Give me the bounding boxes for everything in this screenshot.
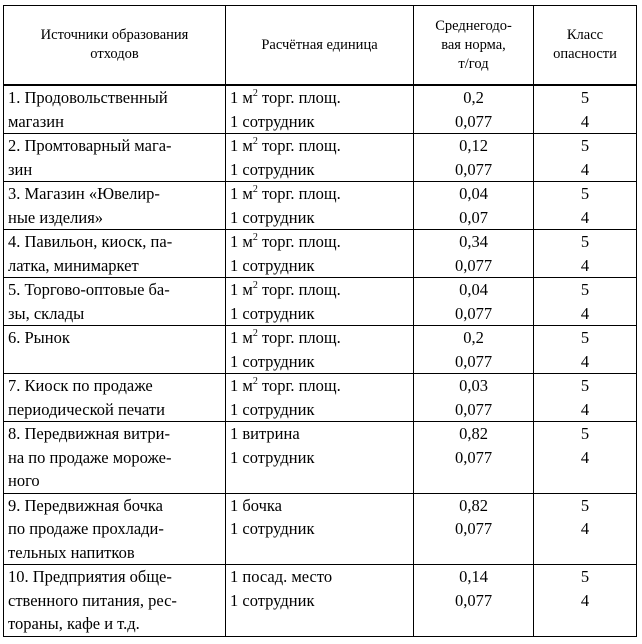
- source-cell-line: на по продаже мороже-: [8, 447, 172, 467]
- source-cell: [4, 374, 226, 422]
- table-header: [4, 6, 637, 86]
- class-cell-line: 5: [580, 495, 590, 515]
- unit-cell: [226, 493, 414, 565]
- source-cell: [4, 230, 226, 278]
- source-cell-line: тораны, кафе и т.д.: [8, 614, 140, 633]
- source-cell-line: 8. Передвижная витри-: [8, 424, 170, 443]
- class-cell-line: 4: [580, 447, 590, 467]
- source-cell: [4, 278, 226, 326]
- source-cell: [4, 182, 226, 230]
- norm-cell-line: 0,077: [454, 399, 493, 419]
- class-cell: [534, 493, 637, 565]
- table-row: [4, 374, 637, 422]
- source-cell-line: латка, минимаркет: [8, 255, 139, 275]
- class-cell: [534, 134, 637, 182]
- table-row: [4, 134, 637, 182]
- class-cell-line: 4: [580, 111, 590, 131]
- table-row: [4, 493, 637, 565]
- class-cell: [534, 278, 637, 326]
- unit-cell-line: 1 сотрудник: [230, 447, 315, 467]
- norm-cell-line: 0,077: [454, 590, 493, 610]
- source-cell: [4, 85, 226, 134]
- norm-cell-line: 0,07: [459, 207, 488, 227]
- norm-cell-line: 0,077: [454, 111, 493, 131]
- unit-cell-line: 1 сотрудник: [230, 111, 315, 131]
- unit-cell-line: 1 сотрудник: [230, 351, 315, 371]
- unit-cell: [226, 422, 414, 494]
- norm-cell: [414, 230, 534, 278]
- norm-cell: [414, 493, 534, 565]
- source-cell-line: 10. Предприятия обще-: [8, 567, 172, 586]
- norm-cell-line: 0,04: [459, 184, 488, 203]
- unit-cell-line: 1 сотрудник: [230, 399, 315, 419]
- unit-cell: [226, 182, 414, 230]
- class-cell-line: 4: [580, 255, 590, 275]
- unit-cell-line: 1 посад. место: [230, 567, 333, 586]
- unit-cell: [226, 85, 414, 134]
- norm-cell: [414, 182, 534, 230]
- unit-cell-line: 1 сотрудник: [230, 255, 315, 275]
- unit-cell-line: 1 сотрудник: [230, 590, 315, 610]
- source-cell-line: 9. Передвижная бочка: [8, 495, 163, 515]
- unit-cell-line: 1 $м^2$ торг. площ.: [230, 328, 341, 347]
- norm-cell: [414, 278, 534, 326]
- norm-cell-line: 0,2: [463, 88, 484, 107]
- class-cell: [534, 230, 637, 278]
- source-cell-line: по продаже прохлади-: [8, 519, 164, 538]
- class-cell-line: 5: [580, 280, 590, 299]
- source-cell-line: периодической печати: [8, 399, 165, 419]
- source-cell-line: зы, склады: [8, 303, 85, 323]
- norm-cell-line: 0,03: [459, 376, 488, 395]
- source-cell-line: 2. Промтоварный мага-: [8, 136, 172, 155]
- class-cell-line: 4: [580, 207, 590, 227]
- norm-cell-line: 0,077: [454, 447, 493, 467]
- norm-cell: [414, 422, 534, 494]
- unit-cell: [226, 134, 414, 182]
- class-cell: [534, 422, 637, 494]
- class-cell-line: 4: [580, 590, 590, 610]
- header-source: Источники образования отходов: [4, 6, 226, 86]
- unit-cell: [226, 326, 414, 374]
- norm-cell-line: 0,2: [463, 328, 484, 347]
- unit-cell-line: 1 сотрудник: [230, 303, 315, 323]
- unit-cell-line: 1 бочка: [230, 495, 282, 515]
- class-cell-line: 4: [580, 399, 590, 419]
- norm-cell-line: 0,82: [459, 424, 488, 443]
- table-row: [4, 326, 637, 374]
- unit-cell-line: 1 сотрудник: [230, 159, 315, 179]
- source-cell-line: 3. Магазин «Ювелир-: [8, 184, 160, 203]
- class-cell: [534, 374, 637, 422]
- unit-cell: [226, 278, 414, 326]
- unit-cell: [226, 374, 414, 422]
- table-row: [4, 85, 637, 134]
- norm-cell-line: 0,04: [459, 280, 488, 299]
- waste-norms-table-container: [3, 5, 636, 637]
- table-row: [4, 182, 637, 230]
- header-class: Класс опасности: [534, 6, 637, 86]
- norm-cell: [414, 326, 534, 374]
- source-cell-line: 7. Киоск по продаже: [8, 376, 153, 395]
- source-cell: [4, 326, 226, 374]
- unit-cell-line: 1 $м^2$ торг. площ.: [230, 376, 341, 395]
- source-cell: [4, 422, 226, 494]
- class-cell-line: 5: [580, 424, 590, 443]
- waste-norms-table: [3, 5, 637, 637]
- source-cell-line: ные изделия»: [8, 207, 104, 227]
- unit-cell-line: 1 сотрудник: [230, 519, 315, 538]
- norm-cell-line: 0,077: [454, 303, 493, 323]
- class-cell-line: 4: [580, 351, 590, 371]
- source-cell-line: 4. Павильон, киоск, па-: [8, 232, 173, 251]
- class-cell-line: 5: [580, 184, 590, 203]
- unit-cell-line: 1 $м^2$ торг. площ.: [230, 136, 341, 155]
- source-cell-line: ного: [8, 471, 40, 490]
- class-cell: [534, 326, 637, 374]
- class-cell: [534, 565, 637, 637]
- class-cell-line: 5: [580, 567, 590, 586]
- unit-cell: [226, 565, 414, 637]
- unit-cell-line: 1 $м^2$ торг. площ.: [230, 184, 341, 203]
- unit-cell-line: 1 $м^2$ торг. площ.: [230, 232, 341, 251]
- class-cell-line: 4: [580, 159, 590, 179]
- class-cell-line: 5: [580, 88, 590, 107]
- class-cell-line: 5: [580, 376, 590, 395]
- norm-cell: [414, 565, 534, 637]
- table-row: [4, 565, 637, 637]
- source-cell: [4, 565, 226, 637]
- source-cell-line: зин: [8, 159, 33, 179]
- norm-cell-line: 0,077: [454, 351, 493, 371]
- class-cell-line: 5: [580, 232, 590, 251]
- norm-cell-line: 0,077: [454, 519, 493, 538]
- unit-cell-line: 1 $м^2$ торг. площ.: [230, 280, 341, 299]
- norm-cell: [414, 374, 534, 422]
- source-cell-line: 5. Торгово-оптовые ба-: [8, 280, 170, 299]
- unit-cell-line: 1 сотрудник: [230, 207, 315, 227]
- table-body: [4, 85, 637, 636]
- header-norm: Среднегодо- вая норма, т/год: [414, 6, 534, 86]
- table-row: [4, 278, 637, 326]
- norm-cell-line: 0,82: [459, 495, 488, 515]
- source-cell-line: 6. Рынок: [8, 328, 70, 347]
- unit-cell-line: 1 витрина: [230, 424, 300, 443]
- class-cell-line: 4: [580, 303, 590, 323]
- source-cell-line: 1. Продовольственный: [8, 88, 168, 107]
- class-cell-line: 5: [580, 328, 590, 347]
- source-cell-line: ственного питания, рес-: [8, 590, 177, 610]
- norm-cell: [414, 85, 534, 134]
- source-cell: [4, 134, 226, 182]
- table-row: [4, 422, 637, 494]
- class-cell: [534, 85, 637, 134]
- header-unit: Расчётная единица: [226, 6, 414, 86]
- norm-cell-line: 0,34: [459, 232, 488, 251]
- unit-cell: [226, 230, 414, 278]
- norm-cell: [414, 134, 534, 182]
- source-cell-line: тельных напитков: [8, 542, 135, 562]
- source-cell: [4, 493, 226, 565]
- unit-cell-line: 1 $м^2$ торг. площ.: [230, 88, 341, 107]
- source-cell-line: магазин: [8, 111, 64, 131]
- norm-cell-line: 0,077: [454, 159, 493, 179]
- norm-cell-line: 0,12: [459, 136, 488, 155]
- class-cell-line: 5: [580, 136, 590, 155]
- class-cell-line: 4: [580, 519, 590, 538]
- norm-cell-line: 0,14: [459, 567, 488, 586]
- norm-cell-line: 0,077: [454, 255, 493, 275]
- table-row: [4, 230, 637, 278]
- class-cell: [534, 182, 637, 230]
